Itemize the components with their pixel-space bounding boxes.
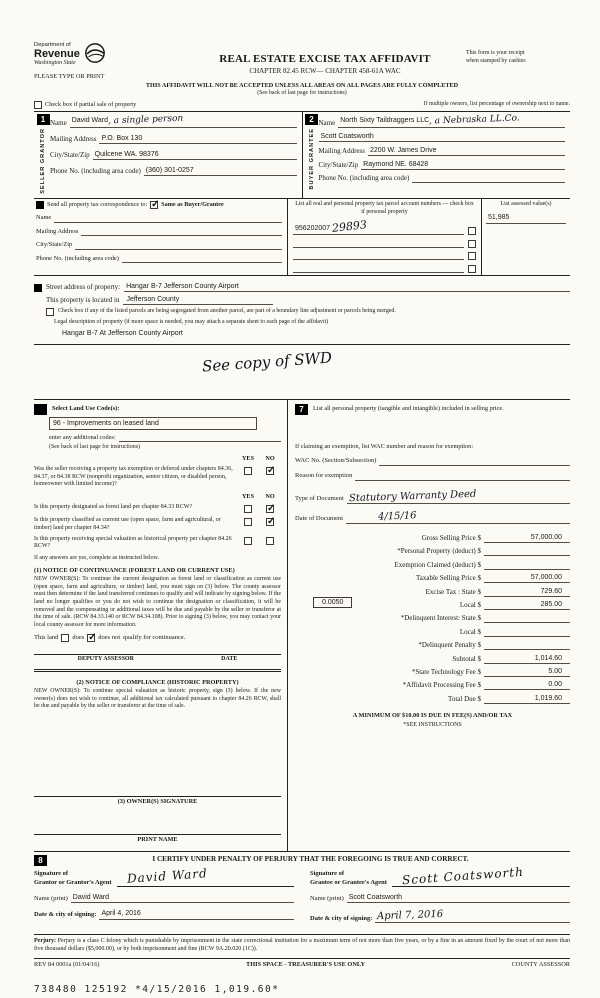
seller-mailing-value: P.O. Box 130 [101,134,143,142]
perjury-text: Perjury is a class C felony which is punishable by imprisonment in the state correctional institution for a maximum term of not more than five years, or by a fine in an amount fixed by the court of not more than five thousand dollars ($5,000.00), or by both imprisonment and fine (RCW 9A.20.020 (1C)). [34,938,570,952]
grantee-name-print-field[interactable] [347,893,570,903]
q2-yes-checkbox[interactable] [244,505,252,513]
grantor-date-row [34,909,294,919]
partial-sale-label: Check box if partial sale of property [45,100,137,108]
additional-codes-label: enter any additional codes: [49,433,116,441]
parcel-4-personal-property-checkbox[interactable] [468,265,476,273]
parcel-3-personal-property-checkbox[interactable] [468,252,476,260]
land-use-see-back: (See back of last page for instructions) [49,443,140,450]
see-copy-handwriting: See copy of SWD [201,348,333,376]
section-3-marker [36,201,44,209]
delinquent-interest-local-value [484,628,570,637]
chapter-line: CHAPTER 82.45 RCW— CHAPTER 458-61A WAC [249,67,401,76]
section-1-marker: 1 [37,114,50,125]
seller-name-handwriting: , a single person [107,113,184,127]
section-4-marker [34,284,42,292]
type-of-document-row [295,490,570,504]
parcel-row [293,251,476,260]
owner-signature-block [34,784,281,844]
section-2-marker: 2 [305,114,318,125]
excise-tax-state-value: 729.60 [484,587,570,597]
gross-selling-price-value: 57,000.00 [484,533,570,543]
delinquent-interest-state-value [484,614,570,623]
tax-row [295,530,570,543]
parcel-1-personal-property-checkbox[interactable] [468,227,476,235]
tax-row [295,556,570,569]
buyer-side [305,114,319,196]
certification-statement: I CERTIFY UNDER PENALTY OF PERJURY THAT THE FOREGOING IS TRUE AND CORRECT. [152,855,469,864]
street-address-field[interactable] [124,282,570,292]
minimum-due-note: A MINIMUM OF $10.00 IS DUE IN FEE(S) AND/OR TAX [352,711,513,719]
form-title: REAL ESTATE EXCISE TAX AFFIDAVIT [219,53,431,65]
buyer-mailing-row [319,146,566,156]
land-use-column [34,400,288,851]
legal-description-value: Hangar B-7 At Jefferson County Airport [62,330,183,338]
q4-no-checkbox-filler[interactable] [266,537,274,545]
street-address-value: Hangar B-7 Jefferson County Airport [126,282,239,290]
parcel-2-field[interactable] [293,239,464,248]
additional-codes-field[interactable] [119,433,282,442]
corr-citystatezip-field[interactable] [75,241,282,250]
grantor-name-print-row [34,893,294,903]
grantor-signature: David Ward [126,866,208,886]
agency-text [34,42,80,66]
corr-mailing-label: Mailing Address [36,227,79,235]
qualify-label: qualify for continuance. [123,633,186,641]
form-header [34,42,570,81]
tax-row [295,623,570,636]
print-name-line[interactable] [34,822,281,835]
tax-row [295,677,570,690]
buyer-phone-row [319,174,566,183]
notice-continuance-body: NEW OWNER(S): To continue the current designation as forest land or classification as current use (open space, farm and agriculture, or timber) land, you must sign on (3) below. The county assessor must then determine if the land transferred continues to qualify and will indicate by signing below. If the land no longer qualifies or you do not wish to continue the designation or classification, it will be removed and the compensating or additional taxes will be due and payable by the seller or transferor at the time of sale. (RCW 84.33.140 or RCW 84.34.108). Prior to signing (3) below, you may contact your local county assessor for more information. [34,575,281,628]
tax-computation [295,530,570,704]
same-as-buyer-checkbox[interactable] [150,201,158,209]
exemption-claimed-label: Exemption Claimed (deduct) $ [394,560,481,569]
street-address-label: Street address of property: [46,282,121,291]
yes-header: YES [241,493,255,501]
wac-label: WAC No. (Section/Subsection) [295,457,377,465]
property-section [34,276,570,345]
date-of-document-label: Date of Document [295,515,344,523]
does-label: does [72,633,85,641]
buyer-name2-value: Scott Coatsworth [320,132,374,140]
street-address-row [34,282,570,292]
county-assessor-label: COUNTY ASSESSOR [511,960,570,968]
buyer-citystatezip-row [319,160,566,170]
buyer-citystatezip-label: City/State/Zip [318,160,359,169]
parcel-3-field[interactable] [293,251,464,260]
partial-sale-row [34,101,570,109]
parcel-2-personal-property-checkbox[interactable] [468,240,476,248]
additional-codes-row [49,433,281,442]
corr-mailing-row [36,227,282,236]
continuance-qualify-row [34,634,281,642]
seller-citystatezip-row [50,150,297,160]
title-block [184,42,466,81]
corr-phone-label: Phone No. (including area code) [36,254,119,262]
land-use-code-value: 96 - Improvements on leased land [53,419,159,427]
reason-field[interactable] [355,472,570,481]
double-rule [34,669,281,672]
buyer-name-field[interactable] [338,115,565,128]
land-use-label: Select Land Use Code(s): [52,404,120,412]
correspondence-left [34,199,288,275]
seller-citystatezip-field[interactable] [93,150,297,160]
assessed-value: 51,985 [488,213,510,221]
dept-of-label: Department of [34,42,71,48]
assessed-values-header: List assessed value(s) [500,200,552,207]
deputy-date-label: DATE [221,656,238,663]
buyer-phone-label: Phone No. (including area code) [318,173,410,182]
tax-row [295,583,570,596]
assessed-values-column [482,199,570,275]
grantor-signature-label [34,869,112,887]
seller-citystatezip-label: City/State/Zip [50,150,90,159]
print-name-label: PRINT NAME [137,836,178,844]
date-of-document-field[interactable] [346,510,570,524]
owner-signature-label: (3) OWNER(S) SIGNATURE [117,798,198,806]
section-7-marker: 7 [295,404,308,415]
personal-property-header-row [295,404,570,415]
grantee-date-field[interactable] [375,909,570,923]
grantee-signature-label-line2: Grantee or Grantee's Agent [310,878,387,886]
seller-mailing-field[interactable] [99,134,296,144]
corr-citystatezip-row [36,241,282,250]
buyer-mailing-field[interactable] [368,146,565,156]
deputy-assessor-row [34,656,281,664]
date-of-document-handwriting: 4/15/16 [377,510,417,523]
local-rate-box: 0.0050 [313,597,352,608]
seller-name-field[interactable] [70,115,297,128]
receipt-note-line1: This form is your receipt [466,50,525,56]
main-columns [34,399,570,851]
land-use-code-select[interactable] [49,417,257,430]
seller-name-value: David Ward [71,116,109,124]
notice-continuance-title: (1) NOTICE OF CONTINUANCE (FOREST LAND OR CURRENT USE) [34,566,235,574]
cashier-stamp: 738480 125192 *4/15/2016 1,019.60* [34,983,280,995]
seller-name-label: Name [50,118,67,127]
rev-form-number: REV 84 0001a (01/04/16) [34,960,100,968]
personal-property-deduct-value [484,547,570,556]
see-instructions-note: *SEE INSTRUCTIONS [403,721,462,728]
seller-citystatezip-value: Quilcene WA. 98376 [94,150,159,158]
no-header: NO [265,493,275,501]
buyer-name-label: Name [318,118,336,127]
grantor-name-print-label: Name (print) [34,894,68,902]
parties-section [34,111,570,199]
q1-no-checkbox[interactable] [266,467,274,475]
grantee-signature: Scott Coatsworth [401,864,525,888]
grantee-signature-field[interactable] [392,864,570,888]
corr-phone-row [36,254,282,263]
buyer-citystatezip-value: Raymond NE. 68428 [363,160,429,168]
certification-header-row [34,855,570,866]
question-2-row [34,504,281,515]
see-back-note: (See back of last page for instructions) [257,90,347,97]
grantee-date-row [310,909,570,923]
delinquent-interest-state-label: *Delinquent Interest: State $ [400,614,481,623]
state-technology-fee-value: 5.00 [484,667,570,677]
no-header: NO [265,455,275,463]
washington-state-label: Washington State [34,60,76,66]
corr-citystatezip-label: City/State/Zip [36,241,73,249]
tax-row [295,664,570,677]
personal-property-deduct-label: *Personal Property (deduct) $ [397,547,481,556]
corr-name-field[interactable] [54,214,282,223]
grantee-date-handwriting: April 7, 2016 [377,909,444,923]
tax-row [295,597,570,610]
wac-field[interactable] [379,457,570,466]
tax-row [295,543,570,556]
exemption-claimed-value [484,561,570,570]
question-1-row [34,466,281,489]
receipt-note [466,42,570,81]
corr-phone-field[interactable] [122,254,282,263]
parcel-row [293,264,476,273]
legal-description-row [34,319,570,327]
notice-compliance-title: (2) NOTICE OF COMPLIANCE (HISTORIC PROPERTY) [76,678,239,686]
grantee-name-print-label: Name (print) [310,894,344,902]
reason-label: Reason for exemption [295,472,353,480]
segregated-checkbox[interactable] [46,308,54,316]
seller-name-row [50,115,297,128]
certification-section [34,851,570,928]
parcel-number-value: 956202007 [295,224,331,232]
grantor-signature-field[interactable] [117,866,294,887]
parcel-number-field[interactable] [293,217,464,235]
if-yes-note: If any answers are yes, complete as instructed below. [34,555,159,562]
tax-row [295,637,570,650]
type-of-document-field[interactable] [347,490,570,504]
date-of-document-row [295,510,570,524]
yes-header: YES [241,455,255,463]
question-3-row [34,517,281,533]
seller-phone-row [50,166,297,176]
grantor-date-label: Date & city of signing: [34,911,97,919]
reason-row [295,472,570,481]
assessed-value-field[interactable] [486,213,566,224]
excise-tax-state-label: Excise Tax : State $ [425,587,481,596]
grantee-certification [310,864,570,924]
question-3-text: Is this property classified as current use (open space, farm and agricultural, or timber) land per chapter 84.34? [34,517,221,532]
parcel-row [293,217,476,235]
deputy-assessor-label: DEPUTY ASSESSOR [77,656,134,663]
grantee-signature-label-line1: Signature of [310,869,345,877]
seller-mailing-row [50,134,297,144]
seller-phone-field[interactable] [144,166,297,176]
partial-sale-checkbox[interactable] [34,101,42,109]
seller-side [36,114,50,196]
tax-row [295,650,570,663]
parcel-numbers-column [288,199,482,275]
grantor-certification [34,866,294,924]
buyer-name2-row [319,132,566,142]
delinquent-interest-local-label: Local $ [459,627,481,636]
q3-no-checkbox[interactable] [266,518,274,526]
located-row [34,295,570,305]
located-label: This property is located in [46,295,120,304]
buyer-mailing-value: 2200 W. James Drive [369,146,437,154]
tax-row [295,690,570,703]
buyer-name-row [319,115,566,128]
grantor-name-print-value: David Ward [72,893,110,901]
total-due-value: 1,019.60 [484,694,570,704]
state-technology-fee-label: *State Technology Fee $ [411,667,481,676]
grantor-date-value: April 4, 2016 [101,910,141,918]
revenue-wordmark: Revenue [34,48,80,60]
affidavit-processing-fee-value: 0.00 [484,680,570,690]
tax-row [295,570,570,583]
buyer-section [302,112,571,198]
buyer-phone-field[interactable] [412,174,565,183]
grantor-signature-label-line2: Grantor or Grantor's Agent [34,878,112,886]
warning-line: THIS AFFIDAVIT WILL NOT BE ACCEPTED UNLESS ALL AREAS ON ALL PAGES ARE FULLY COMPLETED [145,82,459,90]
delinquent-penalty-label: *Delinquent Penalty $ [418,641,481,650]
send-correspondence-row [36,201,282,209]
please-type-label: PLEASE TYPE OR PRINT [34,73,105,80]
grantee-name-print-value: Scott Coatsworth [348,893,403,901]
segregated-label: Check box if any of the listed parcels are being segregated from another parcel, are part of a boundary line adjustment or parcels being merged. [58,308,396,315]
same-as-buyer-label: Same as Buyer/Grantee [161,200,224,208]
taxable-selling-price-value: 57,000.00 [484,573,570,583]
seller-phone-value: (360) 301-0257 [145,166,194,174]
perjury-notice [34,934,570,954]
tax-column [288,400,570,851]
parcel-4-field[interactable] [293,264,464,273]
seller-section [34,112,302,198]
question-4-row [34,536,281,552]
corr-name-label: Name [36,214,52,222]
subtotal-label: Subtotal $ [452,654,481,663]
buyer-name-value: North Sixty Taildraggers LLC [340,116,430,124]
parcel-row [293,239,476,248]
type-of-document-label: Type of Document [295,495,344,503]
question-1-text: Was the seller receiving a property tax exemption or deferral under chapters 84.36, 84.37, or 84.38 RCW (nonprofit organization, senior citizen, or disabled person, homeowner with limited income)? [34,465,233,488]
send-correspondence-label: Send all property tax correspondence to: [47,200,148,208]
does-checkbox[interactable] [61,634,69,642]
grantee-signature-label [310,869,387,887]
multiple-owners-note: If multiple owners, list percentage of ownership next to name. [423,101,570,108]
affidavit-processing-fee-label: *Affidavit Processing Fee $ [402,681,481,690]
buyer-side-label: BUYER GRANTEE [308,127,315,190]
located-value: Jefferson County [126,295,180,303]
q3-yes-checkbox[interactable] [244,518,252,526]
grantor-name-print-field[interactable] [71,893,294,903]
personal-property-blank-area[interactable] [295,415,570,443]
seller-side-label: SELLER GRANTOR [40,127,46,194]
correspondence-section [34,199,570,276]
q4-yes-checkbox[interactable] [244,537,252,545]
wac-row [295,457,570,466]
segregated-row [34,308,570,316]
seller-phone-label: Phone No. (including area code) [50,166,141,175]
parcel-handwriting: 29893 [331,217,368,235]
yes-no-header-2 [34,493,281,501]
corr-name-row [36,214,282,223]
grantee-date-label: Date & city of signing: [310,914,373,922]
perjury-label: Perjury: [34,938,56,945]
does-not-label: does not [98,633,121,641]
taxable-selling-price-label: Taxable Selling Price $ [415,574,481,583]
buyer-citystatezip-field[interactable] [361,160,565,170]
grantee-name-print-row [310,893,570,903]
legal-description-label: Legal description of property (if more space is needed, you may attach a separate sheet to each page of the affidavit) [54,318,329,325]
buyer-mailing-label: Mailing Address [318,146,365,155]
gross-selling-price-label: Gross Selling Price $ [421,534,481,542]
revenue-logo-icon [84,42,106,64]
personal-property-header: List all personal property (tangible and intangible) included in selling price. [313,404,504,412]
seller-mailing-label: Mailing Address [50,134,97,143]
treasurer-use-label: THIS SPACE - TREASURER'S USE ONLY [246,960,366,968]
notice-compliance-body: NEW OWNER(S): To continue special valuation as historic property, sign (3) below. If the new owner(s) does not wish to continue, all additional tax calculated pursuant to chapter 84.26 RCW, shall be due and payable by the seller or transferor at the time of sale. [34,688,281,710]
legal-handwriting-area [34,345,570,399]
delinquent-penalty-value [484,641,570,650]
receipt-note-line2: when stamped by cashier. [466,57,527,64]
local-tax-value: 285.00 [484,600,570,610]
buyer-name2-field[interactable] [319,132,566,142]
subtotal-value: 1,014.60 [484,654,570,664]
total-due-label: Total Due $ [448,694,481,703]
question-2-text: Is this property designated as forest land per chapter 84.33 RCW? [34,503,193,510]
type-of-document-handwriting: Statutory Warranty Deed [348,488,477,504]
does-not-checkbox[interactable] [87,634,95,642]
this-land-label: This land [34,633,59,641]
buyer-name-handwriting: , a Nebraska LL.Co. [429,113,521,127]
question-4-text: Is this property receiving special valuation as historical property per chapter 84.26 RCW? [34,535,232,550]
agency-block [34,42,184,81]
parcel-numbers-header: List all real and personal property tax parcel account numbers — check box if personal property [295,200,474,215]
land-use-header-row [34,404,281,415]
grantor-signature-label-line1: Signature of [34,869,69,877]
section-5-marker [34,404,47,415]
exemption-header: If claiming an exemption, list WAC number and reason for exemption: [295,442,474,450]
q2-no-checkbox[interactable] [266,505,274,513]
yes-no-header-1 [34,455,281,463]
grantor-date-field[interactable] [99,909,294,919]
footer-row [34,958,570,969]
owner-signature-line[interactable] [34,784,281,797]
deputy-assessor-signature-line[interactable] [34,642,281,655]
tax-row [295,610,570,623]
corr-mailing-field[interactable] [81,227,282,236]
local-tax-label: Local $ [459,600,481,609]
q1-yes-checkbox[interactable] [244,467,252,475]
section-8-marker: 8 [34,855,47,866]
located-field[interactable] [123,295,273,305]
